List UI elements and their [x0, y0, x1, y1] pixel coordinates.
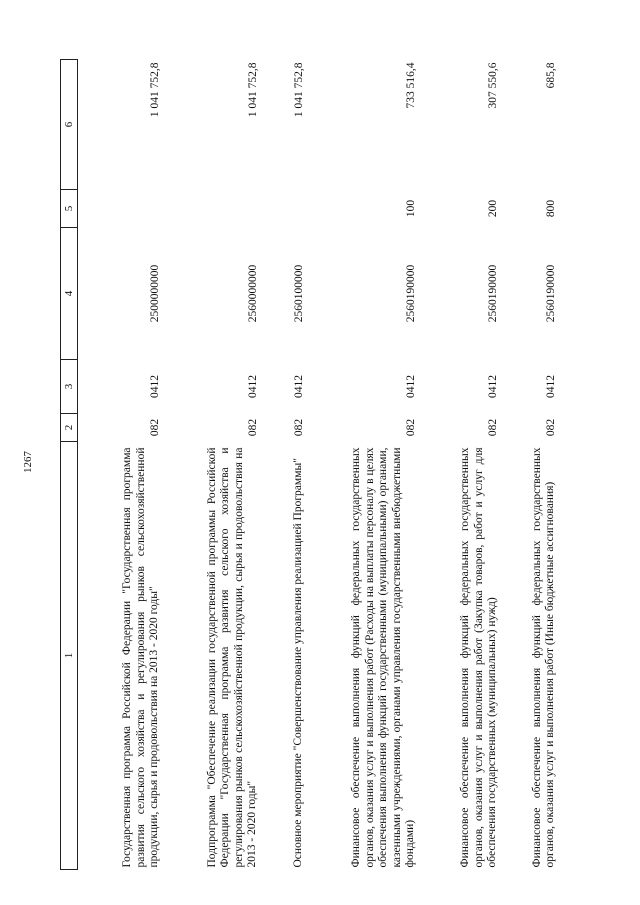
row-code-2: 082: [487, 418, 499, 437]
row-code-3: 0412: [293, 375, 305, 398]
row-code-4: 2560190000: [545, 264, 557, 323]
row-name: Основное мероприятие "Совершенствование управления реализацией Программы": [292, 458, 305, 868]
budget-table: [60, 59, 558, 870]
table-row: [260, 60, 306, 870]
col-header-3: 3: [61, 360, 78, 414]
row-code-4: 2500000000: [149, 264, 161, 323]
row-name: Финансовое обеспечение выполнения функций федеральных государственных органов, оказания услуг и выполнения работ (Иные бюджетные ассигнования): [530, 447, 557, 868]
row-code-2: 082: [405, 418, 417, 437]
row-name: Финансовое обеспечение выполнения функций федеральных государственных органов, оказания услуг и выполнения работ (Закупка товаров, работ и услуг для обеспечения государственных (муниципальных) нужд): [459, 447, 499, 868]
row-code-2: 082: [149, 418, 161, 437]
table-row: [162, 60, 260, 870]
row-name: Финансовое обеспечение выполнения функций федеральных государственных органов, оказания услуг и выполнения работ (Расходы на выплаты персоналу в целях обеспечения выполнения функций государственными (муниципальными) органами, казенными учреждениями, органами управления государственными внебюджетными фондами): [350, 447, 417, 868]
col-header-2: 2: [61, 414, 78, 442]
page-number: 1267: [22, 451, 34, 473]
row-name: Подпрограмма "Обеспечение реализации государственной программы Российской Федерации "Государственная программа развития сельского хозяйства и регулирования рынков сельскохозяйственной продукции, сырья и продовольствия на 2013 - 2020 годы": [205, 447, 259, 868]
row-code-5: 200: [487, 199, 499, 218]
table-row: [500, 60, 558, 870]
table-row: [78, 60, 163, 870]
row-code-3: 0412: [487, 375, 499, 398]
col-header-4: 4: [61, 228, 78, 360]
row-code-4: 2560190000: [405, 264, 417, 323]
row-amount: 307 550,6: [487, 62, 499, 109]
rotated-page: [60, 60, 580, 870]
row-amount: 1 041 752,8: [247, 62, 259, 118]
table-row: [306, 60, 418, 870]
row-code-3: 0412: [545, 375, 557, 398]
row-code-5: 800: [545, 199, 557, 218]
col-header-1: 1: [61, 442, 78, 870]
row-name: Государственная программа Российской Федерации "Государственная программа развития сельского хозяйства и регулирования рынков сельскохозяйственной продукции, сырья и продовольствия на 2013 - 2020 годы": [121, 447, 161, 868]
col-header-5: 5: [61, 190, 78, 228]
row-code-2: 082: [247, 418, 259, 437]
row-code-5: 100: [405, 199, 417, 218]
row-amount: 1 041 752,8: [293, 62, 305, 118]
row-code-4: 2560000000: [247, 264, 259, 323]
col-header-6: 6: [61, 60, 78, 190]
row-amount: 1 041 752,8: [149, 62, 161, 118]
row-code-5: [162, 190, 260, 228]
row-code-4: 2560100000: [293, 264, 305, 323]
row-code-4: 2560190000: [487, 264, 499, 323]
row-code-3: 0412: [247, 375, 259, 398]
row-amount: 685,8: [545, 62, 557, 89]
row-code-3: 0412: [405, 375, 417, 398]
row-code-2: 082: [545, 418, 557, 437]
row-code-3: 0412: [149, 375, 161, 398]
row-code-5: [260, 190, 306, 228]
table-row: [418, 60, 500, 870]
header-row: [61, 60, 78, 870]
row-code-2: 082: [293, 418, 305, 437]
row-amount: 733 516,4: [405, 62, 417, 109]
row-code-5: [78, 190, 163, 228]
